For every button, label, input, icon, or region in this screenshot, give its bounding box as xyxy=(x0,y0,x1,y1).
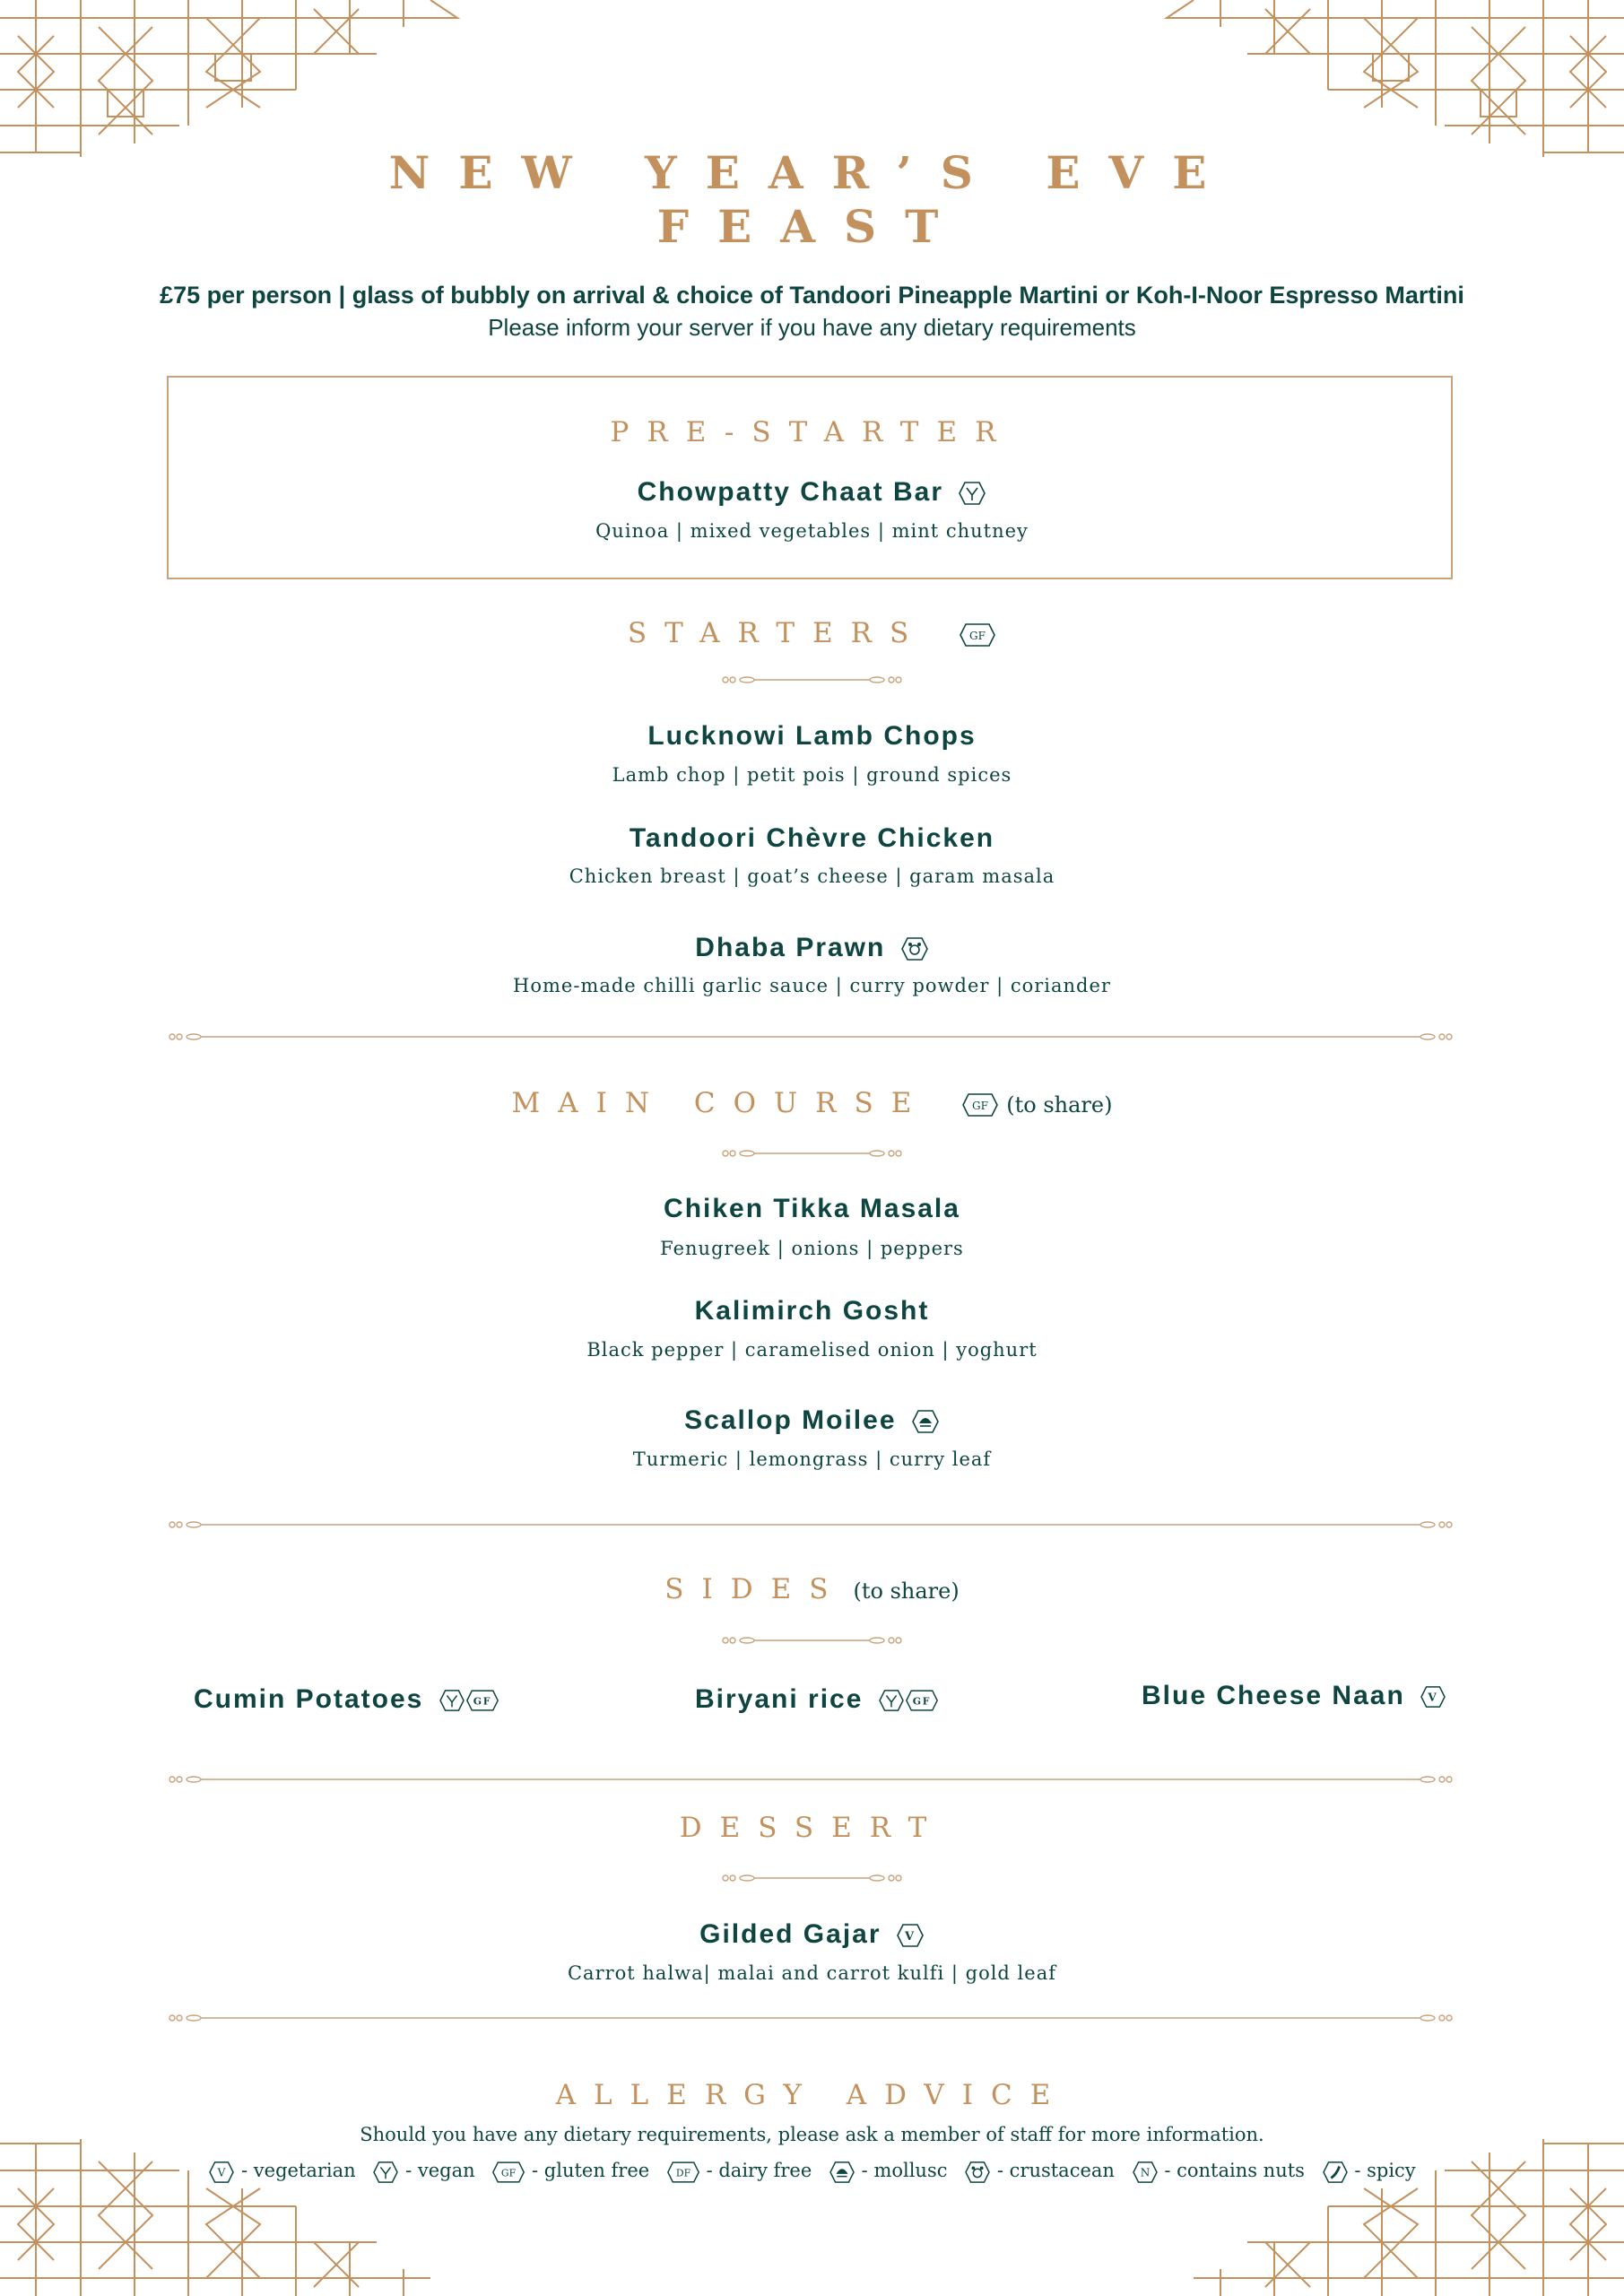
allergy-heading xyxy=(0,2079,1624,2111)
gluten-free-icon xyxy=(491,2161,525,2184)
section-divider xyxy=(167,1518,1455,1531)
dish-name: Dhaba Prawn xyxy=(695,933,886,962)
section-ornament xyxy=(720,1148,904,1159)
svg-text:V: V xyxy=(904,1930,916,1944)
legend-vegetarian xyxy=(208,2160,355,2184)
dairy-free-icon xyxy=(666,2161,700,2184)
dish-description: Home-made chilli garlic sauce | curry powder | coriander xyxy=(513,975,1111,996)
legend-label: - vegetarian xyxy=(241,2160,356,2181)
side-name: Blue Cheese Naan xyxy=(1142,1681,1405,1710)
section-divider xyxy=(167,1031,1455,1043)
legend-label: - crustacean xyxy=(996,2160,1115,2181)
section-ornament xyxy=(720,1635,904,1646)
dish-name: Gilded Gajar xyxy=(699,1919,881,1949)
spicy-icon xyxy=(1322,2161,1349,2184)
sides-note: (to share) xyxy=(853,1578,960,1604)
corner-pattern-bottom-left xyxy=(0,2135,475,2296)
legend-vegan xyxy=(372,2160,474,2184)
dish-description: Fenugreek | onions | peppers xyxy=(660,1238,964,1259)
crustacean-icon xyxy=(900,936,929,961)
svg-text:N: N xyxy=(1140,2166,1150,2179)
vegan-icon xyxy=(878,1689,905,1712)
dish-gilded-gajar xyxy=(0,1919,1624,1950)
vegetarian-icon xyxy=(896,1923,925,1948)
section-divider xyxy=(167,2012,1455,2024)
legend-dairy-free xyxy=(666,2160,812,2184)
dish-tandoori-chevre-chicken: Tandoori Chèvre Chicken xyxy=(629,823,995,853)
svg-text:GF: GF xyxy=(969,629,986,642)
price-offer: £75 per person | glass of bubbly on arrival & choice of Tandoori Pineapple Martini or Koh-I-Noor Espresso Martini xyxy=(160,282,1464,309)
crustacean-icon xyxy=(964,2161,991,2184)
svg-text:V: V xyxy=(217,2166,226,2179)
dish-chiken-tikka-masala: Chiken Tikka Masala xyxy=(664,1194,960,1223)
nuts-icon xyxy=(1132,2161,1159,2184)
dish-description: Lamb chop | petit pois | ground spices xyxy=(612,764,1012,786)
sides-heading-text: SIDES xyxy=(664,1573,847,1605)
starters-heading-text: STARTERS xyxy=(627,617,927,649)
mollusc-icon xyxy=(911,1409,940,1434)
section-ornament xyxy=(720,1873,904,1883)
dessert-heading xyxy=(0,1812,1624,1844)
dish-chowpatty-chaat-bar xyxy=(0,477,1624,508)
dish-description: Black pepper | caramelised onion | yoghurt xyxy=(586,1339,1038,1361)
legend-label: - vegan xyxy=(405,2160,475,2181)
allergen-legend xyxy=(0,2160,1624,2184)
legend-mollusc xyxy=(829,2160,948,2184)
svg-text:V: V xyxy=(1428,1691,1438,1704)
legend-label: - gluten free xyxy=(532,2160,650,2181)
legend-label: - mollusc xyxy=(861,2160,948,2181)
svg-text:DF: DF xyxy=(675,2167,691,2179)
dish-description: Chicken breast | goat’s cheese | garam masala xyxy=(569,865,1055,887)
section-divider xyxy=(167,1773,1455,1786)
gluten-free-icon xyxy=(905,1689,939,1712)
dessert-heading-text: DESSERT xyxy=(679,1812,945,1844)
corner-pattern-bottom-right xyxy=(1149,2135,1624,2296)
allergy-heading-text: ALLERGY ADVICE xyxy=(555,2079,1069,2111)
gluten-free-icon xyxy=(465,1689,499,1712)
mollusc-icon xyxy=(829,2161,855,2184)
allergy-text: Should you have any dietary requirements, please ask a member of staff for more information. xyxy=(360,2124,1264,2145)
side-cumin-potatoes xyxy=(194,1684,499,1715)
main-course-note: (to share) xyxy=(1006,1092,1113,1118)
menu-title-line1: NEW YEAR’S EVE xyxy=(388,146,1236,199)
side-name: Biryani rice xyxy=(695,1684,864,1714)
svg-text:GF: GF xyxy=(912,1695,932,1708)
dish-description: Quinoa | mixed vegetables | mint chutney xyxy=(595,520,1029,542)
svg-text:GF: GF xyxy=(473,1695,491,1708)
vegetarian-icon xyxy=(208,2161,235,2184)
main-course-heading xyxy=(0,1087,1624,1119)
dish-lucknowi-lamb-chops: Lucknowi Lamb Chops xyxy=(647,721,977,751)
dish-scallop-moilee xyxy=(0,1405,1624,1436)
vegan-icon xyxy=(958,481,986,506)
starters-heading xyxy=(0,617,1624,649)
legend-gluten-free xyxy=(491,2160,649,2184)
dish-name: Chowpatty Chaat Bar xyxy=(637,477,944,507)
svg-text:GF: GF xyxy=(501,2167,517,2179)
legend-label: - spicy xyxy=(1354,2160,1416,2181)
vegan-icon xyxy=(439,1689,465,1712)
menu-title-line2: FEAST xyxy=(656,200,968,253)
side-name: Cumin Potatoes xyxy=(194,1684,424,1714)
gluten-free-icon xyxy=(959,622,996,648)
dish-description: Carrot halwa| malai and carrot kulfi | gold leaf xyxy=(567,1962,1056,1984)
corner-pattern-top-right xyxy=(1149,0,1624,161)
section-ornament xyxy=(720,674,904,685)
legend-nuts xyxy=(1132,2160,1305,2184)
pre-starter-heading-text: PRE-STARTER xyxy=(610,416,1014,448)
sides-heading xyxy=(0,1573,1624,1605)
svg-text:GF: GF xyxy=(972,1099,989,1112)
dish-dhaba-prawn xyxy=(0,933,1624,963)
legend-crustacean xyxy=(964,2160,1115,2184)
side-blue-cheese-naan xyxy=(1142,1681,1446,1711)
legend-spicy xyxy=(1322,2160,1416,2184)
pre-starter-heading xyxy=(0,416,1624,448)
dish-name: Scallop Moilee xyxy=(684,1405,897,1435)
dish-kalimirch-gosht: Kalimirch Gosht xyxy=(694,1296,930,1326)
side-biryani-rice xyxy=(695,1684,939,1715)
main-course-heading-text: MAIN COURSE xyxy=(511,1087,930,1119)
vegetarian-icon xyxy=(1420,1685,1446,1709)
dish-description: Turmeric | lemongrass | curry leaf xyxy=(632,1448,992,1470)
corner-pattern-top-left xyxy=(0,0,475,161)
gluten-free-icon xyxy=(961,1092,999,1118)
dietary-note: Please inform your server if you have any dietary requirements xyxy=(488,314,1136,341)
legend-label: - dairy free xyxy=(706,2160,812,2181)
vegan-icon xyxy=(372,2161,399,2184)
legend-label: - contains nuts xyxy=(1164,2160,1305,2181)
